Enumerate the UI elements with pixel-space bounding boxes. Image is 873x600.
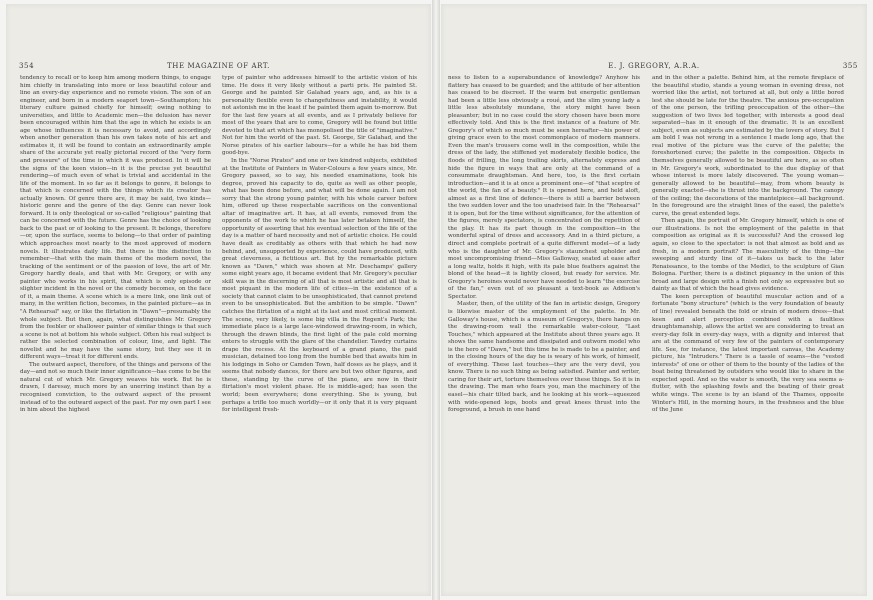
paragraph: tendency to recall or to keep him among modern things, to engage him chiefly in translating into more or less beautiful colour and line an every-day experience and no remote vision. The son of an engineer, and born in a modern seaport town—Southampton; his literary culture gained chiefly for himself; owing nothing to universities, and little to Academic men—the delusion has never been encouraged within him that the age in which he exists is an age whose influences it is necessary to avoid, and accordingly when another generation than his own takes note of his art and estimates it, it will be found to contain an extraordinarily ample share of the accurate yet really pictorial record of the "very form and pressure" of the time in which it was produced. In it will be the signs of the keen vision—in it is the precise yet beautiful rendering—of much even of what is trivial and accidental in the life of the moment. In so far as it belongs to genre, it belongs to that which is concerned with the things which its creator has actually known. Of genre there are, it may be said, two kinds—historic genre and the genre of the day. Genre can never look forward. It is only theological or so-called "religious" painting that can be concerned with the future. Genre has the choice of looking back to the past or of looking to the present. It belongs, therefore—or, upon the surface, seems to belong—to that order of painting which approaches most nearly to the most approved of modern novels. It illustrates daily life. But there is this distinction to remember—that with the main theme of the modern novel, the tracking of the sentiment or of the passion of love, the art of Mr. Gregory hardly deals, and that with Mr. Gregory, or with any painter who works in his spirit, that which is only episode or slighter incident in the novel or the comedy becomes, on the face of it, a main theme. A scene which is a mere link, one link out of many, in the written fiction, becomes, in the painted picture—as in "A Rehearsal" say, or like the flirtation in "Dawn"—presumably the whole subject. But then, again, what distinguishes Mr. Gregory from the feebler or shallower painter of similar things is that such a scene is not at bottom his whole subject. Often his real subject is rather the selected combination of colour, line, and light. The novelist and he may have the same story, but they see it in different ways—treat it for different ends. bbox=[20, 75, 211, 361]
left-column-1 bbox=[20, 75, 211, 595]
paragraph: Master, then, of the utility of the fan in artistic design, Gregory is likewise master of the employment of the palette. In Mr. Galloway's house, which is a museum of Gregorys, there hangs on the drawing-room wall the remarkable water-colour, "Last Touches," which appeared at the Institute about three years ago. It shows the same handsome and dissipated and outworn model who is the hero of "Dawn," but this time he is made to be a painter, and in the closing hours of the day he is weary of his work, of himself, of everything. These last touches—they are the very devil, you know. There is no such thing as being satisfied. Painter and writer, caring for their art, torture themselves over these things. So it is in the drawing. The man who fears you, man the machinery of the easel—his chair tilted back, and he looking at his work—squeezed with wide-opened legs, boots and great knees thrust into the foreground, a brush in one hand bbox=[448, 301, 640, 414]
paragraph: The outward aspect, therefore, of the things and persons of the day—and not so much their inner significance—has come to be the natural cut of which Mr. Gregory weaves his work. But he is drawn, I daresay, much more by an unerring instinct than by a recognised conviction, to the outward aspect of the present instead of to the outward aspect of the past. For my own part I see in him about the highest bbox=[20, 361, 211, 414]
paragraph: The keen perception of beautiful muscular action and of a fortunate "bony structure" (which is the very foundation of beauty of line) revealed beneath the fold or strain of modern dress—that keen and alert perception combined with a faultless draughtsmanship, allows the artist we are considering to treat an every-day folk in every-day ways, with a dignity and interest that are at the command of very few of the painters of contemporary life. See, for instance, the latest important canvas, the Academy picture, his "Intruders." There is a tassle of seams—the "vested interests" of one or other of them to the bounty of the ladies of the boat being threatened by outsiders who would like to share in the expected spoil. And so the water is smooth, the very sea seems a-flutter, with the splashing fowls and the beating of their great white wings. The scene is by an island of the Thames, opposite Winter's Hill, in the morning hours, in the freshness and the blue of the June bbox=[652, 293, 844, 414]
left-page-header bbox=[6, 62, 431, 72]
paragraph: In the "Norse Pirates" and one or two kindred subjects, exhibited at the Institute of Painters in Water-Colours a few years since, Mr. Gregory passed, so to say, his needed examinations, took his degree, proved his capacity to do, quite as well as other people, what has been done before, and what will be done again. I am not sorry that the strong young painter, with his whole career before him, offered up these respectable sacrifices on the conventional altar of imaginative art. It has, at all events, removed from the opponents of the work to which he has later betaken himself, the opportunity of asserting that his eventual selection of the life of the day is a matter of hard necessity and not of artistic choice. He could have dealt as creditably as others with that which he had now behind, and, unsupported by experience, could have produced, with great cleverness, a fictitious art. But by the remarkable picture known as "Dawn," which was shown at Mr. Deschamps' gallery some eight years ago, it became evident that Mr. Gregory's peculiar skill was in the discerning of all that is most artistic and all that is most piquant in the modern life of cities—in the existence of a society that cannot claim to be unsophisticated, that cannot pretend even to be unsophisticated. But the ambition to be simple. "Dawn" catches the flirtation of a night at its last and most critical moment. The scene, very likely, is some big villa in the Regent's Park; the immediate place is a large lace-windowed drawing-room, in which, through the drawn blinds, the first light of the pale cold morning enters to struggle with the glare of the chandelier. Tawdry curtains drape the recess. At the keyboard of a grand piano, the paid musician, detained too long from the humble bed that awaits him in his lodgings in Soho or Camden Town, half doses as he plays, and it seems that nobody dances, for there are but two other figures, and these, standing by the curve of the piano, are now in their flirtation's most violent phase. He is middle-aged; has seen the world; been everywhere; done everything. She is young, but perhaps a trifle too much worldly—or it only that it is very piquant for intelligent fresh- bbox=[222, 158, 417, 414]
left-running-title: THE MAGAZINE OF ART. bbox=[167, 62, 270, 70]
book-gutter bbox=[432, 0, 440, 600]
paragraph: type of painter who addresses himself to the artistic vision of his time. He does it very likely without a parti pris. He painted St. George and he painted Sir Galahad years ago, and, as his is a personality flexible even to changefulness and instability, it would not astonish me in the least if he painted them again to-morrow. But for the last few years at all events, and as I privately believe for most of the years that are to come, Gregory will be found but little devoted to that art which has monopolised the title of "imaginative." Not for him the world of the past. St. George, Sir Galahad, and the Norse pirates of his earlier labours—for a while he has bid them good-bye. bbox=[222, 75, 417, 157]
right-column-1 bbox=[448, 75, 640, 595]
right-page-number: 355 bbox=[842, 62, 858, 70]
right-page-header bbox=[441, 62, 867, 72]
left-page-number: 354 bbox=[19, 62, 35, 70]
right-running-title: E. J. GREGORY, A.R.A. bbox=[608, 62, 700, 70]
right-column-2 bbox=[652, 75, 844, 595]
left-column-2 bbox=[222, 75, 417, 595]
paragraph: and in the other a palette. Behind him, at the remote fireplace of the beautiful studio, stands a young woman in evening dress, not worried like the artist, not tortured at all, but only a little bored lest she should be late for the theatre. The anxious pre-occupation of the one person, the trifling preoccupation of the other—the suggestion of two lives led together, with interests a good deal separated—has in it enough of the dramatic. It is an excellent subject, even as subjects are estimated by the lovers of story. But I am bold I was not wrong in a sentence I made long ago, that the real motive of the picture was the curve of the palette; the foreshortened curve; the palette in the composition. Objects in themselves generally allowed to be beautiful are here, as so often in Mr. Gregory's work, subordinated to the due display of that whose interest is more lately discovered. The young woman—generally allowed to be beautiful—may, from whom beauty is generally exacted—she is thrust into the background. The canopy of the ceiling; the decorations of the mantelpiece—all background. In the foreground are the straight lines of the easel, the palette's curve, the great extended legs. bbox=[652, 75, 844, 217]
left-page bbox=[6, 4, 431, 596]
paragraph: ness to listen to a superabundance of knowledge? Anyhow his flattery has ceased to be guarded; and the attitude of her attention has ceased to be discreet. If the warm but energetic gentleman had been a little less obviously a roué, and the slim young lady a little less absolutely mundane, the story might have been pleasanter; but in no case could the story chosen have been more effectively told. And this is the first instance of a feature of Mr. Gregory's of which so much must be seen hereafter—his power of giving grace even to the most commonplace of modern manners. Even the man's trousers come well in the composition, while the dress of the lady, the stiffened yet moderately flexible bodice, the floods of frilling, the long trailing skirts, alternately express and hide the figure in ways that are only at the command of a consummate draughtsman. And here, too, is the first certain introduction—and it is at once a prominent one—of "that sceptre of the world, the fan of a beauty." It is opened here, and held aloft, almost as a first line of defence—there is still a barrier between the two sudden lover and the too unadvised fair. In the "Rehearsal" it is open, but for the time without significance, for the attention of the figures, merely spectators, is concentrated on the repetition of the play. It has its part though in the composition—in the wonderful spiral of dress and accessory. And in a third picture, a direct and complete portrait of a quite different model—of a lady who is the daughter of Mr. Gregory's staunchest upholder and most uncompromising friend—Miss Galloway, seated at ease after a long waltz, holds it high, with its pale blue feathers against the blond of the head—it is lightly closed, but ready for service. Mr. Gregory's heroines would never have needed to learn "the exercise of the fan," even out of so pleasant a text-book as Addison's Spectator. bbox=[448, 75, 640, 300]
right-page bbox=[441, 4, 867, 596]
paragraph: Then again, the portrait of Mr. Gregory himself, which is one of our illustrations. Is not the employment of the palette in that composition as original as it is successful? And the crossed leg again, so close to the spectator: is not that almost as bold and as fresh, in a modern portrait? The masculinity of the thing—the sweeping and sturdy line of it—takes us back to the later Renaissance, to the tombs of the Medici, to the sculpture of Gian Bologna. Further, there is a distinct piquancy in the union of this broad and large design with a finish not only so expressive but so dainty as that of which the head gives evidence. bbox=[652, 218, 844, 293]
